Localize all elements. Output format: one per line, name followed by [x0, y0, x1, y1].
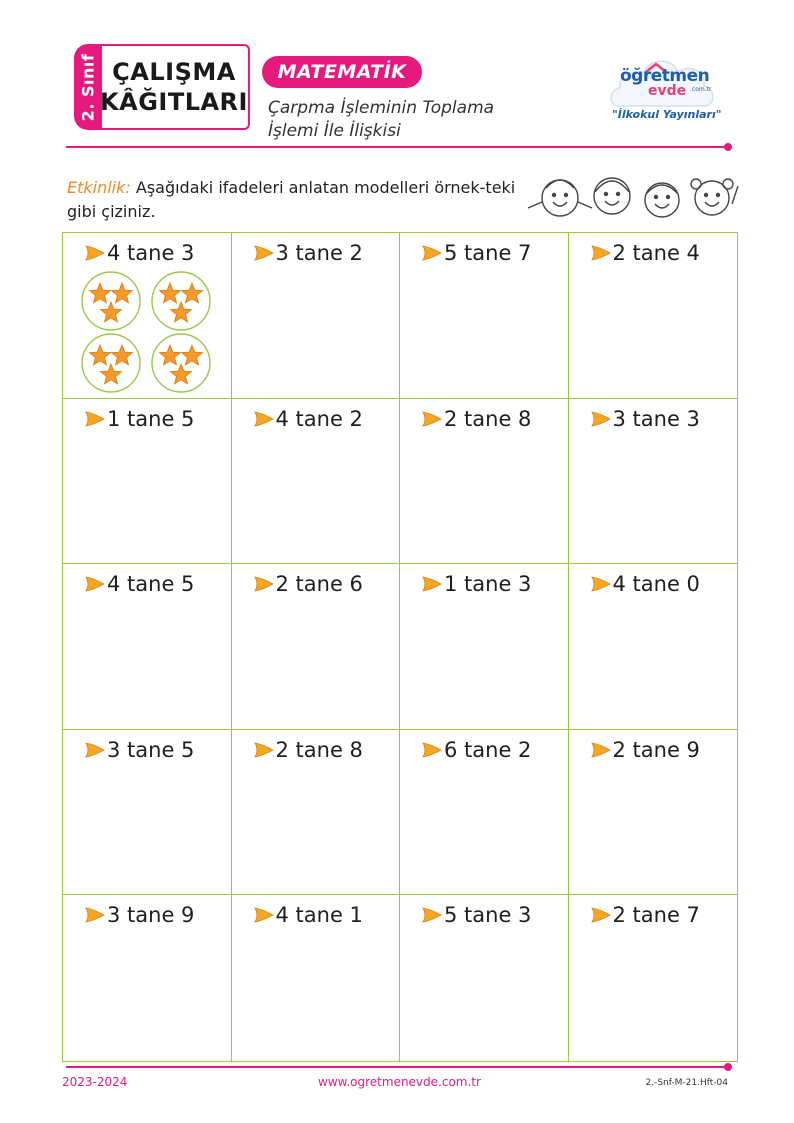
grid-cell[interactable] [569, 730, 738, 896]
footer-year: 2023-2024 [62, 1075, 128, 1089]
cell-expression-text: 4 tane 3 [107, 241, 195, 265]
grid-cell[interactable] [400, 564, 569, 730]
cell-expression-text: 2 tane 8 [275, 737, 363, 762]
logo-word-evde: evde [648, 83, 687, 99]
cell-expression [422, 241, 531, 265]
star-icon [171, 364, 192, 384]
pointer-arrow-icon [254, 244, 274, 262]
cell-expression [254, 903, 363, 927]
cell-expression-text: 4 tane 1 [275, 903, 363, 928]
cell-expression-text: 2 tane 4 [612, 241, 700, 265]
cell-expression-text: 2 tane 9 [612, 737, 700, 762]
grid-cell[interactable] [400, 233, 569, 399]
cell-expression [591, 738, 700, 762]
logo-domain: .com.tr [690, 86, 712, 93]
cell-expression [85, 738, 194, 762]
cell-expression-text: 3 tane 5 [107, 737, 195, 762]
cell-expression [422, 572, 531, 596]
pointer-arrow-icon [85, 410, 105, 428]
grid-cell[interactable] [63, 730, 232, 896]
pointer-arrow-icon [85, 906, 105, 924]
cell-expression-text: 6 tane 2 [444, 737, 532, 762]
pointer-arrow-icon [85, 741, 105, 759]
cell-expression [422, 903, 531, 927]
grid-cell[interactable] [232, 399, 401, 565]
pointer-arrow-icon [591, 244, 611, 262]
cell-expression-text: 1 tane 5 [107, 406, 195, 431]
pointer-arrow-icon [591, 906, 611, 924]
grade-tab [74, 44, 102, 130]
cell-expression [254, 572, 363, 596]
cell-expression-text: 2 tane 6 [275, 572, 363, 597]
pointer-arrow-icon [422, 410, 442, 428]
footer-divider [66, 1066, 728, 1068]
header-divider [66, 146, 728, 148]
pointer-arrow-icon [254, 575, 274, 593]
grid-cell[interactable] [63, 895, 232, 1061]
grid-cell[interactable] [400, 730, 569, 896]
cell-expression [254, 241, 363, 265]
grade-label: 2. Sınıf [78, 53, 98, 121]
footer-code: 2.-Snf-M-21.Hft-04 [645, 1078, 728, 1088]
cell-expression-text: 5 tane 3 [444, 903, 532, 928]
cell-expression [85, 407, 194, 431]
star-icon [171, 302, 192, 322]
cell-expression-text: 2 tane 8 [444, 406, 532, 431]
title-line-1: ÇALIŞMA [112, 58, 236, 86]
cell-expression-text: 3 tane 2 [275, 241, 363, 265]
grid-cell[interactable] [232, 564, 401, 730]
pointer-arrow-icon [591, 741, 611, 759]
grid-cell[interactable] [569, 895, 738, 1061]
grid-cell[interactable] [63, 564, 232, 730]
cell-expression [254, 738, 363, 762]
grid-cell[interactable] [232, 730, 401, 896]
pointer-arrow-icon [591, 575, 611, 593]
star-icon [160, 283, 181, 303]
activity-instructions [67, 176, 527, 224]
cell-expression [591, 241, 700, 265]
cell-expression-text: 3 tane 9 [107, 903, 195, 928]
star-icon [90, 283, 111, 303]
cell-expression-text: 2 tane 7 [612, 903, 700, 928]
pointer-arrow-icon [422, 575, 442, 593]
cell-expression [591, 903, 700, 927]
grid-cell[interactable] [63, 399, 232, 565]
cell-expression [85, 903, 194, 927]
pointer-arrow-icon [254, 741, 274, 759]
pointer-arrow-icon [422, 906, 442, 924]
grid-cell[interactable] [63, 233, 232, 399]
star-icon [182, 345, 203, 365]
cell-expression-text: 4 tane 2 [275, 406, 363, 431]
cell-expression-text: 1 tane 3 [444, 572, 532, 597]
grid-cell[interactable] [569, 399, 738, 565]
grid-cell[interactable] [400, 895, 569, 1061]
cell-expression [422, 407, 531, 431]
activity-text: Aşağıdaki ifadeleri anlatan modelleri örnek-teki gibi çiziniz. [67, 178, 516, 221]
activity-label: Etkinlik: [67, 178, 131, 197]
pointer-arrow-icon [85, 244, 105, 262]
pointer-arrow-icon [254, 410, 274, 428]
subject-badge: MATEMATİK [262, 56, 422, 88]
cell-expression [422, 738, 531, 762]
grid-cell[interactable] [569, 564, 738, 730]
logo-tagline: "İlkokul Yayınları" [612, 108, 722, 121]
grid-cell[interactable] [232, 233, 401, 399]
activity-grid [62, 232, 738, 1062]
cell-expression-text: 4 tane 5 [107, 572, 195, 597]
footer-website[interactable]: www.ogretmenevde.com.tr [318, 1075, 481, 1089]
worksheet-title [100, 44, 250, 130]
topic-line-1: Çarpma İşleminin Toplama [268, 98, 495, 118]
pointer-arrow-icon [422, 244, 442, 262]
star-icon [112, 345, 133, 365]
grid-cell[interactable] [232, 895, 401, 1061]
star-icon [101, 302, 122, 322]
pointer-arrow-icon [85, 575, 105, 593]
star-icon [112, 283, 133, 303]
example-model [81, 271, 221, 393]
grid-cell[interactable] [400, 399, 569, 565]
pointer-arrow-icon [422, 741, 442, 759]
cell-expression [85, 241, 194, 265]
cell-expression [591, 572, 700, 596]
pointer-arrow-icon [591, 410, 611, 428]
cell-expression-text: 4 tane 0 [612, 572, 700, 597]
star-icon [182, 283, 203, 303]
pointer-arrow-icon [254, 906, 274, 924]
cell-expression [254, 407, 363, 431]
star-icon [101, 364, 122, 384]
topic-line-2: İşlemi İle İlişkisi [268, 121, 401, 141]
star-icon [90, 345, 111, 365]
star-icon [160, 345, 181, 365]
title-line-2: KÂĞITLARI [100, 88, 248, 116]
cell-expression-text: 5 tane 7 [444, 241, 532, 265]
cell-expression [591, 407, 700, 431]
cell-expression-text: 3 tane 3 [612, 406, 700, 431]
children-illustration-icon [520, 168, 740, 232]
logo-word-ogretmen: öğretmen [620, 66, 710, 86]
grid-cell[interactable] [569, 233, 738, 399]
cell-expression [85, 572, 194, 596]
